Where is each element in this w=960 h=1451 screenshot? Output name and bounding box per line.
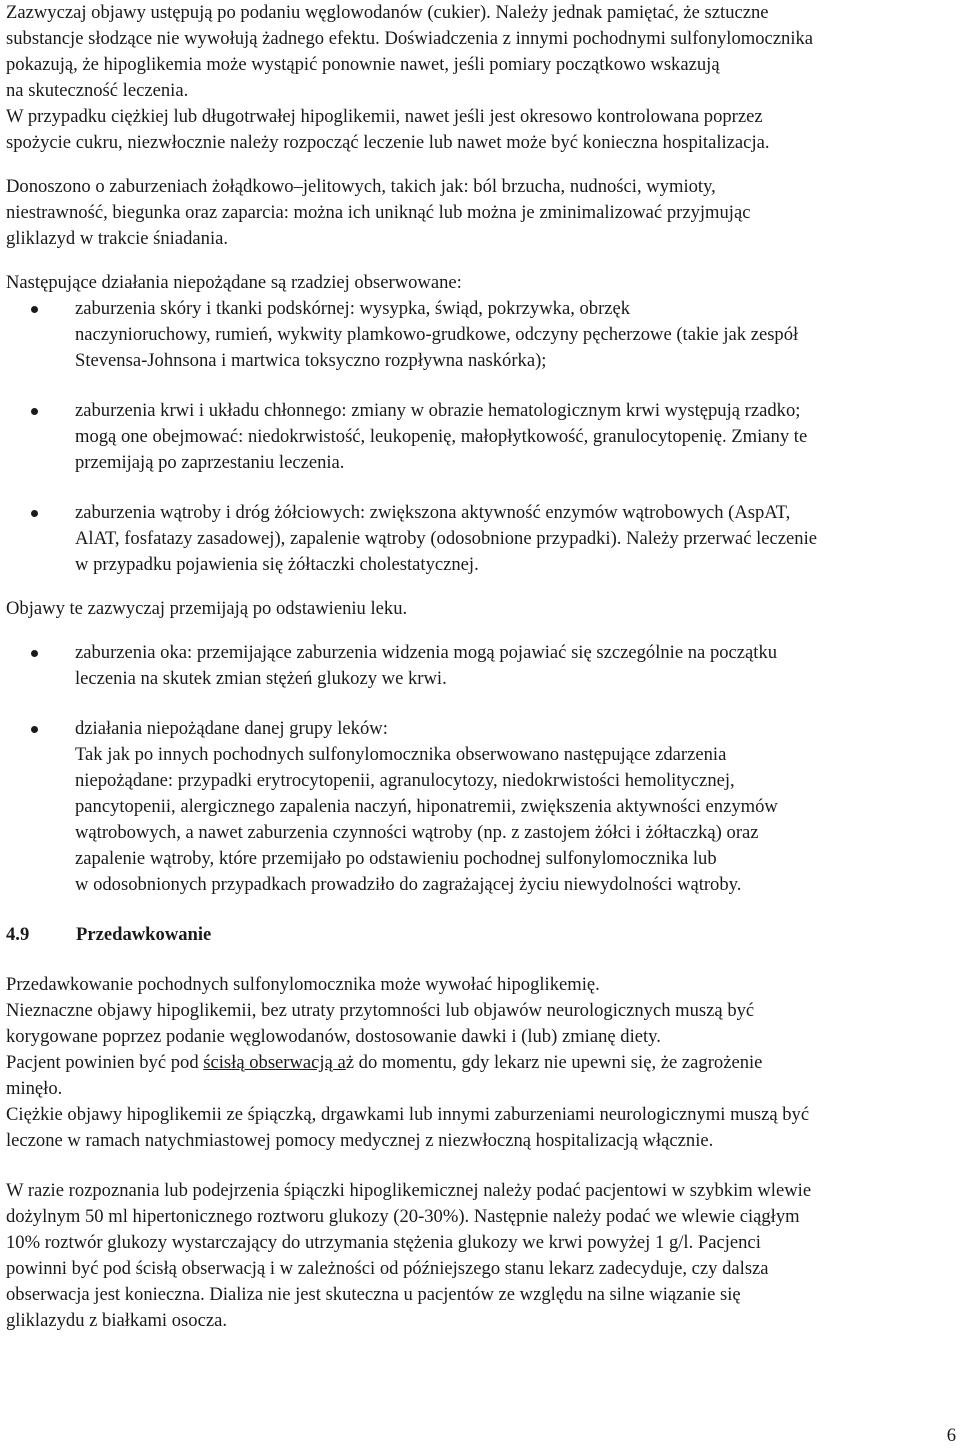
text-line: zaburzenia skóry i tkanki podskórnej: wysypka, świąd, pokrzywka, obrzęk — [75, 298, 631, 319]
bullet-icon — [31, 306, 38, 313]
text-line: Pacjent powinien być pod — [6, 1052, 204, 1073]
text-line: W razie rozpoznania lub podejrzenia śpiączki hipoglikemicznej należy podać pacjentowi w szybkim wlewie — [6, 1180, 812, 1201]
underlined-text: ścisłą obserwacją a — [203, 1052, 346, 1073]
text-line: Nieznaczne objawy hipoglikemii, bez utraty przytomności lub objawów neurologicznych muszą być — [6, 1000, 755, 1021]
text-line: wątrobowych, a nawet zaburzenia czynności wątroby (np. z zastojem żółci i żółtaczką) oraz — [75, 822, 759, 843]
text-line: niestrawność, biegunka oraz zaparcia: można ich uniknąć lub można je zminimalizować przyjmując — [6, 202, 751, 223]
text-line: pancytopenii, alergicznego zapalenia naczyń, hiponatremii, zwiększenia aktywności enzymów — [75, 796, 778, 817]
rare-effects-after: Objawy te zazwyczaj przemijają po odstawieniu leku. — [6, 598, 408, 619]
text-line: działania niepożądane danej grupy leków: — [75, 718, 388, 739]
text-line: obserwacja jest konieczna. Dializa nie jest skuteczna u pacjentów ze względu na silne wiązanie się — [6, 1284, 741, 1305]
text-line: korygowane poprzez podanie węglowodanów, dostosowanie dawki i (lub) zmianę diety. — [6, 1026, 661, 1047]
text-line: Donoszono o zaburzeniach żołądkowo–jelitowych, takich jak: ból brzucha, nudności, wymioty, — [6, 176, 716, 197]
text-line: ż do momentu, gdy lekarz nie upewni się, że zagrożenie — [345, 1052, 763, 1073]
text-line: substancje słodzące nie wywołują żadnego efektu. Doświadczenia z innymi pochodnymi sulfonylomocznika — [6, 28, 814, 49]
text-line: Przedawkowanie pochodnych sulfonylomocznika może wywołać hipoglikemię. — [6, 974, 600, 995]
text-line: minęło. — [6, 1078, 63, 1099]
text-line: leczone w ramach natychmiastowej pomocy medycznej z niezwłoczną hospitalizacją włącznie. — [6, 1130, 714, 1151]
intro-paragraph-2 — [6, 104, 956, 156]
text-line: powinni być pod ścisłą obserwacją i w zależności od późniejszego stanu lekarz zadecyduje, czy dalsza — [6, 1258, 769, 1279]
text-line: AlAT, fosfatazy zasadowej), zapalenie wątroby (odosobnione przypadki). Należy przerwać leczenie — [75, 528, 818, 549]
intro-paragraph-1 — [6, 0, 956, 104]
text-line: zaburzenia oka: przemijające zaburzenia widzenia mogą pojawiać się szczególnie na początku — [75, 642, 778, 663]
text-line: mogą one obejmować: niedokrwistość, leukopenię, małopłytkowość, granulocytopenię. Zmiany te — [75, 426, 808, 447]
text-line: W przypadku ciężkiej lub długotrwałej hipoglikemii, nawet jeśli jest okresowo kontrolowana poprzez — [6, 106, 763, 127]
list-item — [6, 716, 956, 898]
text-line: 10% roztwór glukozy wystarczający do utrzymania stężenia glukozy we krwi powyżej 1 g/l. Pacjenci — [6, 1232, 761, 1253]
text-line: na skuteczność leczenia. — [6, 80, 189, 101]
bullet-icon — [31, 510, 38, 517]
overdose-paragraph-1 — [6, 972, 956, 1154]
text-line: Tak jak po innych pochodnych sulfonylomocznika obserwowano następujące zdarzenia — [75, 744, 727, 765]
rare-effects-list-2 — [6, 640, 956, 898]
text-line: w przypadku pojawienia się żółtaczki cholestatycznej. — [75, 554, 479, 575]
text-line: zaburzenia krwi i układu chłonnego: zmiany w obrazie hematologicznym krwi występują rzadko; — [75, 400, 801, 421]
list-item — [6, 398, 956, 476]
text-line: zapalenie wątroby, które przemijało po odstawieniu pochodnej sulfonylomocznika lub — [75, 848, 717, 869]
section-title: Przedawkowanie — [76, 924, 212, 945]
bullet-icon — [31, 408, 38, 415]
text-line: dożylnym 50 ml hipertonicznego roztworu glukozy (20-30%). Następnie należy podać we wlewie ciągłym — [6, 1206, 800, 1227]
list-item — [6, 500, 956, 578]
list-item — [6, 640, 956, 692]
text-line: Stevensa-Johnsona i martwica toksyczno rozpływna naskórka); — [75, 350, 547, 371]
text-line: przemijają po zaprzestaniu leczenia. — [75, 452, 345, 473]
list-item — [6, 296, 956, 374]
text-line: w odosobnionych przypadkach prowadziło do zagrażającej życiu niewydolności wątroby. — [75, 874, 742, 895]
text-line: leczenia na skutek zmian stężeń glukozy we krwi. — [75, 668, 447, 689]
bullet-icon — [31, 650, 38, 657]
rare-effects-list — [6, 296, 956, 578]
overdose-paragraph-2 — [6, 1178, 956, 1334]
text-line: Ciężkie objawy hipoglikemii ze śpiączką, drgawkami lub innymi zaburzeniami neurologicznymi muszą być — [6, 1104, 810, 1125]
text-line: gliklazydu z białkami osocza. — [6, 1310, 227, 1331]
section-heading — [6, 922, 956, 948]
page-number: 6 — [946, 1425, 956, 1446]
text-line: Zazwyczaj objawy ustępują po podaniu węglowodanów (cukier). Należy jednak pamiętać, że sztuczne — [6, 2, 769, 23]
bullet-icon — [31, 726, 38, 733]
section-number: 4.9 — [6, 924, 30, 945]
text-line: spożycie cukru, niezwłocznie należy rozpocząć leczenie lub nawet może być konieczna hospitalizacja. — [6, 132, 770, 153]
text-line: niepożądane: przypadki erytrocytopenii, agranulocytozy, niedokrwistości hemolitycznej, — [75, 770, 735, 791]
text-line: naczynioruchowy, rumień, wykwity plamkowo-grudkowe, odczyny pęcherzowe (takie jak zespół — [75, 324, 799, 345]
gi-paragraph — [6, 174, 956, 252]
text-line: pokazują, że hipoglikemia może wystąpić ponownie nawet, jeśli pomiary początkowo wskazują — [6, 54, 720, 75]
text-line: zaburzenia wątroby i dróg żółciowych: zwiększona aktywność enzymów wątrobowych (AspAT, — [75, 502, 791, 523]
text-line: gliklazyd w trakcie śniadania. — [6, 228, 229, 249]
document-page — [6, 0, 956, 1334]
rare-effects-intro: Następujące działania niepożądane są rzadziej obserwowane: — [6, 272, 462, 293]
